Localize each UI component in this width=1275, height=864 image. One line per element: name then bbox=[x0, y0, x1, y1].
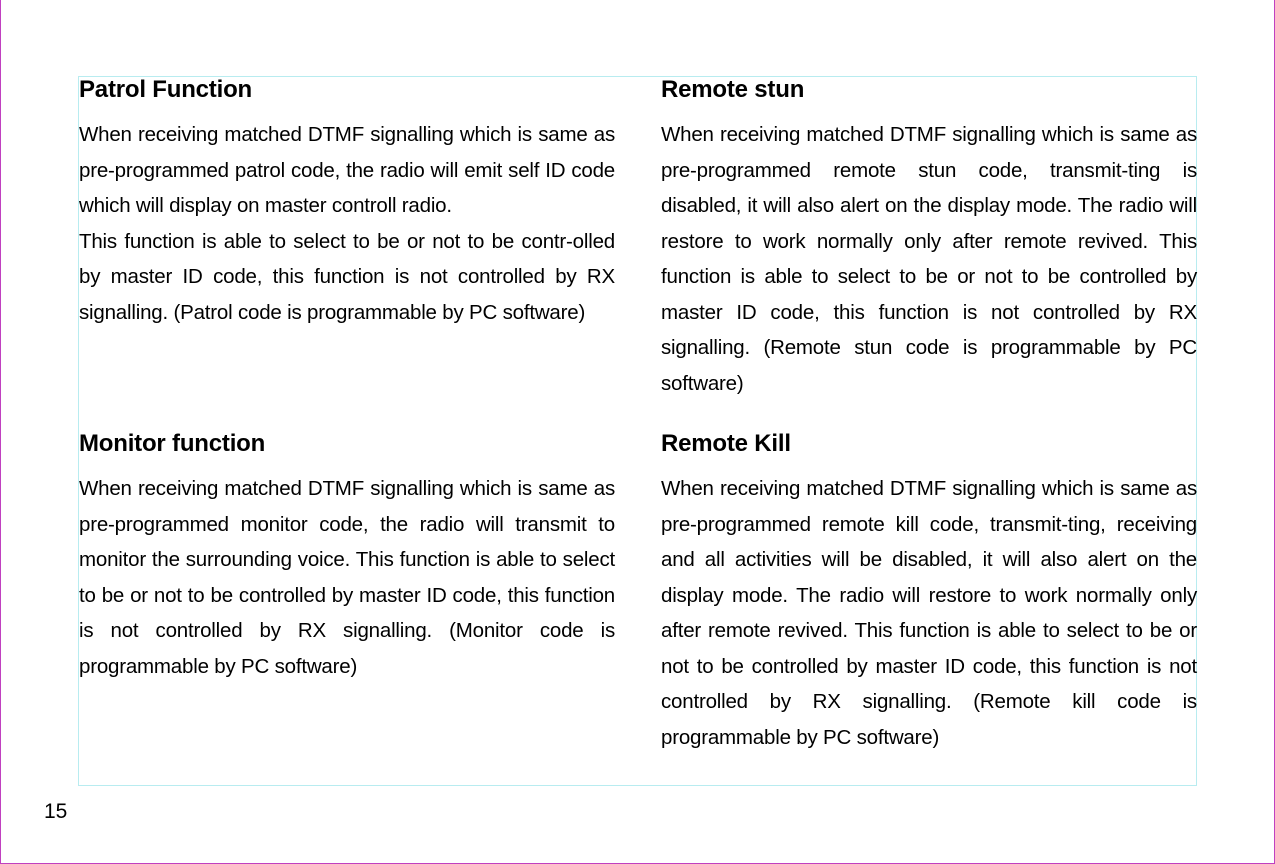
monitor-function-section bbox=[79, 431, 615, 684]
remote-stun-title: Remote stun bbox=[661, 76, 805, 103]
remote-stun-paragraph-1: When receiving matched DTMF signalling which is same as pre-programmed remote stun code, transmit-ting is disabled, it will also alert on the display mode. The radio will restore to work normally only after remote revived. This function is able to select to be or not to be controlled by master ID code, this function is not controlled by RX signalling. (Remote stun code is programmable by PC software) bbox=[661, 123, 1197, 395]
monitor-function-body bbox=[79, 471, 615, 684]
remote-stun-body bbox=[661, 117, 1197, 401]
monitor-function-title: Monitor function bbox=[79, 430, 266, 457]
remote-kill-section bbox=[661, 431, 1197, 755]
patrol-function-paragraph-1: When receiving matched DTMF signalling which is same as pre-programmed patrol code, the radio will emit self ID code which will display on master controll radio. bbox=[79, 123, 615, 217]
patrol-function-paragraph-2: This function is able to select to be or not to be contr-olled by master ID code, this function is not controlled by RX signalling. (Patrol code is programmable by PC software) bbox=[79, 229, 615, 324]
left-column bbox=[79, 76, 615, 678]
monitor-function-paragraph-1: When receiving matched DTMF signalling which is same as pre-programmed monitor code, the radio will transmit to monitor the surrounding voice. This function is able to select to be or not to be controlled by master ID code, this function is not controlled by RX signalling. (Monitor code is programmable by PC software) bbox=[79, 477, 615, 678]
remote-kill-body bbox=[661, 471, 1197, 755]
patrol-function-body bbox=[79, 117, 615, 330]
patrol-function-title: Patrol Function bbox=[79, 76, 252, 103]
patrol-function-section bbox=[79, 77, 615, 330]
remote-kill-title: Remote Kill bbox=[661, 430, 791, 457]
right-column bbox=[661, 76, 1197, 749]
text-frame bbox=[78, 76, 1197, 786]
remote-kill-paragraph-1: When receiving matched DTMF signalling which is same as pre-programmed remote kill code, transmit-ting, receiving and all activities will be disabled, it will also alert on the display mode. The radio will restore to work normally only after remote revived. This function is able to select to be or not to be controlled by master ID code, this function is not controlled by RX signalling. (Remote kill code is programmable by PC software) bbox=[661, 477, 1197, 749]
page-number: 15 bbox=[44, 800, 68, 823]
remote-stun-section bbox=[661, 77, 1197, 401]
